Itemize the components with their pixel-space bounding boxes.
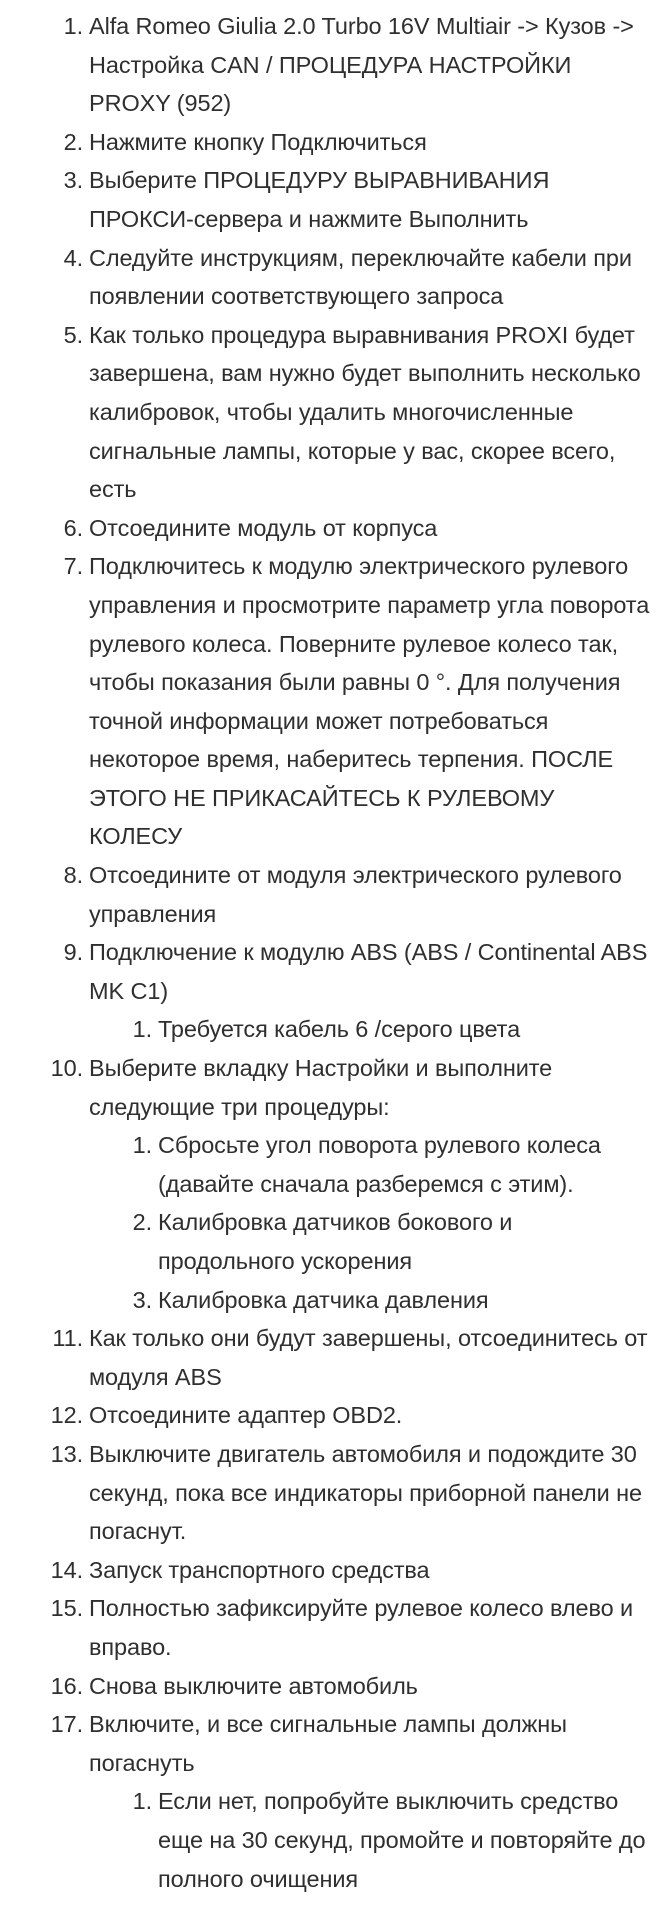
item-number: 4. [63, 244, 83, 271]
sub-item-text: Требуется кабель 6 /серого цвета [158, 1016, 521, 1043]
item-number: 13. [50, 1440, 83, 1467]
item-number: 6. [63, 514, 83, 541]
sub-item-text: Сбросьте угол поворота рулевого колеса (давайте сначала разберемся с этим). [158, 1132, 601, 1197]
list-item [0, 547, 659, 856]
item-text: Включите, и все сигнальные лампы должны погаснуть [89, 1711, 567, 1776]
list-item [0, 856, 659, 933]
list-item [0, 239, 659, 316]
item-number: 15. [50, 1595, 83, 1622]
list-item [0, 933, 659, 1010]
list-item [0, 1667, 659, 1706]
item-text: Нажмите кнопку Подключиться [89, 128, 427, 155]
item-text: Выключите двигатель автомобиля и подождите 30 секунд, пока все индикаторы приборной панели не погаснут. [89, 1440, 642, 1545]
item-text: Подключитесь к модулю электрического рулевого управления и просмотрите параметр угла поворота рулевого колеса. Поверните рулевое колесо так, чтобы показания были равны 0 °. Для получения точной информации может потребоваться некоторое время, наберитесь терпения. ПОСЛЕ ЭТОГО НЕ ПРИКАСАЙТЕСЬ К РУЛЕВОМУ КОЛЕСУ [89, 553, 650, 850]
item-number: 9. [63, 939, 83, 966]
sub-list-item [0, 1203, 659, 1280]
item-text: Отсоедините адаптер OBD2. [89, 1402, 403, 1429]
item-number: 12. [50, 1402, 83, 1429]
list-item [0, 509, 659, 548]
sub-item-number: 1. [132, 1016, 152, 1043]
item-number: 8. [63, 862, 83, 889]
item-text: Подключение к модулю ABS (ABS / Continental ABS MK C1) [89, 939, 648, 1004]
item-text: Как только они будут завершены, отсоединитесь от модуля ABS [89, 1325, 648, 1390]
sub-item-number: 1. [132, 1132, 152, 1159]
sub-list-item [0, 1126, 659, 1203]
list-item [0, 1705, 659, 1782]
list-item [0, 1396, 659, 1435]
list-item [0, 1435, 659, 1551]
item-text: Запуск транспортного средства [89, 1556, 430, 1583]
item-text: Выберите ПРОЦЕДУРУ ВЫРАВНИВАНИЯ ПРОКСИ-сервера и нажмите Выполнить [89, 167, 550, 232]
sub-list-item [0, 1281, 659, 1320]
item-text: Как только процедура выравнивания PROXI будет завершена, вам нужно будет выполнить несколько калибровок, чтобы удалить многочисленные сигнальные лампы, которые у вас, скорее всего, есть [89, 321, 641, 503]
item-number: 1. [63, 13, 83, 39]
list-item [0, 7, 659, 123]
item-text: Выберите вкладку Настройки и выполните следующие три процедуры: [89, 1055, 553, 1120]
item-text: Отсоедините модуль от корпуса [89, 514, 438, 541]
sub-item-number: 2. [132, 1209, 152, 1236]
list-item [0, 1319, 659, 1396]
item-number: 10. [50, 1055, 83, 1082]
list-item [0, 316, 659, 509]
item-text: Alfa Romeo Giulia 2.0 Turbo 16V Multiair -> Кузов -> Настройка CAN / ПРОЦЕДУРА НАСТРОЙКИ PROXY (952) [89, 13, 634, 117]
item-number: 16. [50, 1672, 83, 1699]
list-item [0, 123, 659, 162]
list-item [0, 161, 659, 238]
item-text: Отсоедините от модуля электрического рулевого управления [89, 862, 622, 927]
item-number: 3. [63, 167, 83, 194]
item-number: 14. [50, 1556, 83, 1583]
item-number: 17. [50, 1711, 83, 1738]
sub-item-number: 3. [132, 1286, 152, 1313]
sub-item-text: Калибровка датчика давления [158, 1286, 489, 1313]
sub-item-number: 1. [132, 1788, 152, 1815]
sub-list-item [0, 1782, 659, 1898]
item-number: 2. [63, 128, 83, 155]
item-number: 5. [63, 321, 83, 348]
sub-item-text: Если нет, попробуйте выключить средство еще на 30 секунд, промойте и повторяйте до полного очищения [158, 1788, 646, 1892]
sub-list-item [0, 1010, 659, 1049]
list-item [0, 1551, 659, 1590]
item-text: Следуйте инструкциям, переключайте кабели при появлении соответствующего запроса [89, 244, 632, 310]
list-item [0, 1589, 659, 1666]
item-number: 7. [63, 553, 83, 580]
item-text: Полностью зафиксируйте рулевое колесо влево и вправо. [89, 1595, 633, 1660]
item-text: Снова выключите автомобиль [89, 1672, 418, 1699]
list-item [0, 1049, 659, 1126]
sub-item-text: Калибровка датчиков бокового и продольного ускорения [158, 1209, 513, 1274]
item-number: 11. [52, 1325, 83, 1352]
